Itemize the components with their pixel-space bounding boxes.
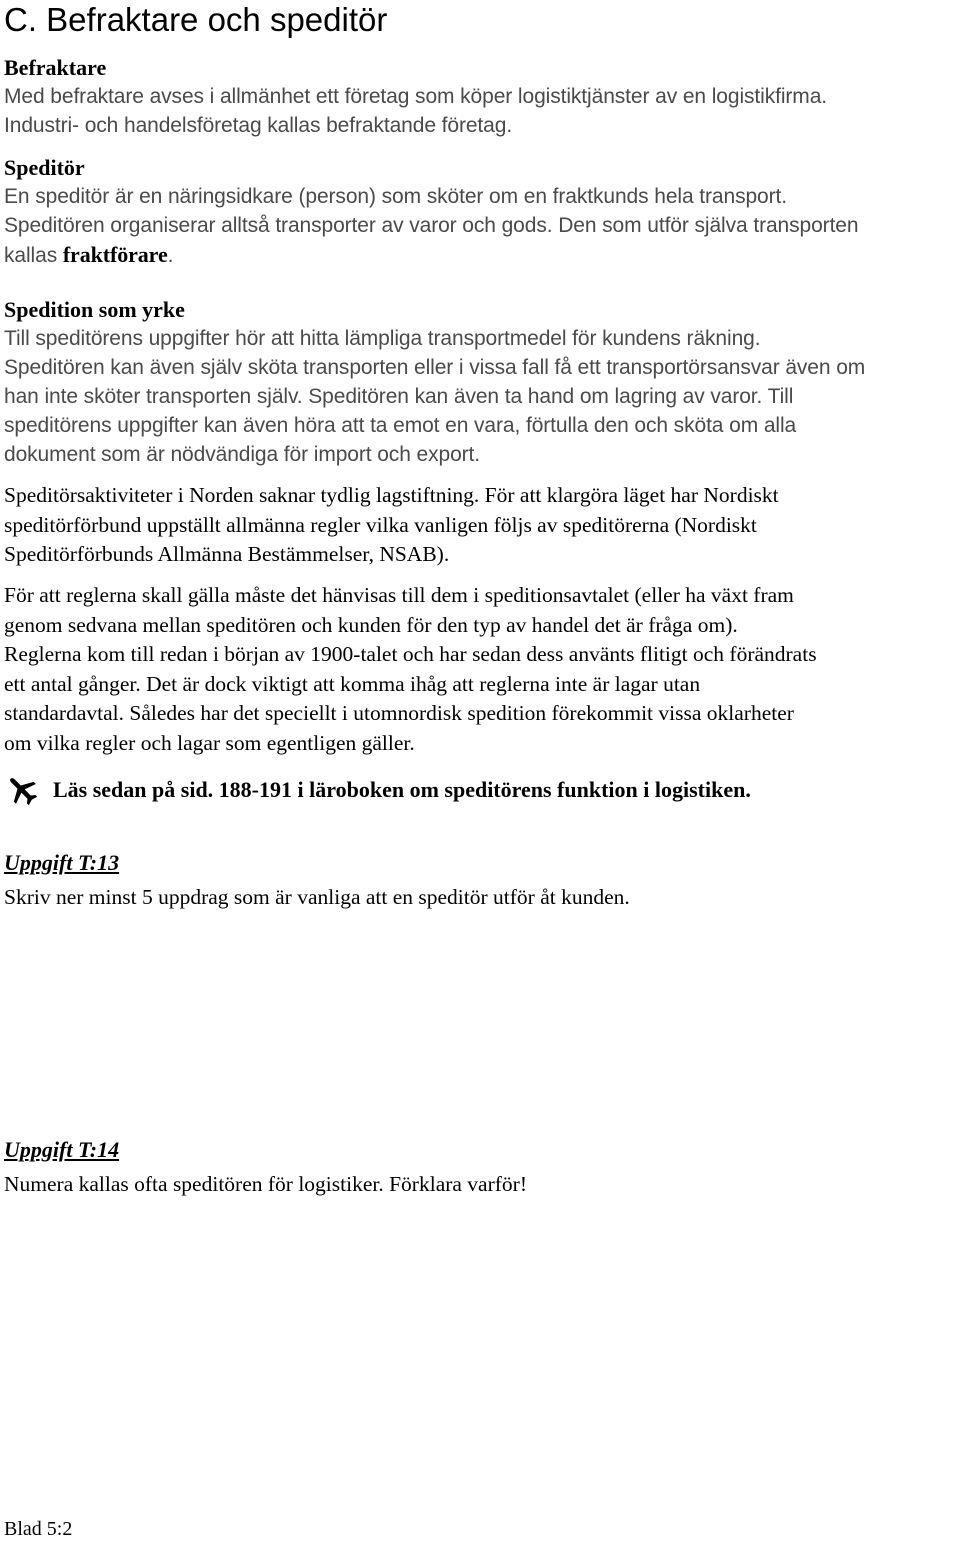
text-line: dokument som är nödvändiga för import och export. [4, 443, 481, 466]
text-line: ett antal gånger. Det är dock viktigt att komma ihåg att reglerna inte är lagar utan [4, 671, 701, 696]
paragraph-nsab [4, 481, 960, 570]
text-line: För att reglerna skall gälla måste det hänvisas till dem i speditionsavtalet (eller ha växt fram [4, 583, 794, 607]
paragraph-regler [4, 581, 960, 758]
text-prefix: kallas [4, 244, 63, 267]
text-line: Speditörsaktiviteter i Norden saknar tydlig lagstiftning. För att klargöra läget har Nordiskt [4, 483, 779, 507]
text-line: Till speditörens uppgifter hör att hitta lämpliga transportmedel för kundens räkning. [4, 327, 761, 350]
section-heading-spedition: Spedition som yrke [4, 297, 185, 322]
section-speditor [4, 153, 960, 270]
reading-note-text: Läs sedan på sid. 188-191 i läroboken om speditörens funktion i logistiken. [53, 777, 751, 802]
task-14-text: Numera kallas ofta speditören för logistiker. Förklara varför! [4, 1172, 527, 1196]
text-line: standardavtal. Således har det speciellt i utomnordisk spedition förekommit vissa oklarheter [4, 701, 794, 725]
section-heading-befraktare: Befraktare [4, 55, 107, 80]
text-line: speditörens uppgifter kan även höra att ta emot en vara, förtulla den och sköta om alla [4, 414, 797, 437]
text-line: om vilka regler och lagar som egentligen gäller. [4, 730, 415, 755]
text-line: Speditören organiserar alltså transporter av varor och gods. Den som utför själva transporten [4, 214, 859, 237]
text-line: Industri- och handelsföretag kallas befraktande företag. [4, 114, 513, 137]
text-line [4, 240, 960, 270]
task-13-text: Skriv ner minst 5 uppdrag som är vanliga att en speditör utför åt kunden. [4, 885, 630, 909]
airplane-icon [4, 772, 40, 808]
page-title: C. Befraktare och speditör [4, 1, 388, 38]
reading-note [4, 772, 751, 808]
text-line: speditörförbund uppställt allmänna regler vilka vanligen följs av speditörerna (Nordiskt [4, 512, 757, 537]
text-line: Speditörförbunds Allmänna Bestämmelser, NSAB). [4, 542, 450, 566]
text-line: En speditör är en näringsidkare (person) som sköter om en fraktkunds hela transport. [4, 185, 787, 208]
text-line: han inte sköter transporten själv. Speditören kan även ta hand om lagring av varor. Till [4, 385, 794, 408]
page-footer: Blad 5:2 [4, 1518, 73, 1540]
section-heading-speditor: Speditör [4, 155, 85, 180]
task-14-title: Uppgift T:14 [4, 1137, 120, 1162]
text-suffix: . [167, 244, 174, 267]
section-spedition [4, 295, 960, 469]
text-line: Med befraktare avses i allmänhet ett företag som köper logistiktjänster av en logistikfirma. [4, 85, 828, 108]
text-line: Reglerna kom till redan i början av 1900-talet och har sedan dess använts flitigt och förändrats [4, 642, 817, 666]
text-line: Speditören kan även själv sköta transporten eller i vissa fall få ett transportörsansvar även om [4, 356, 866, 379]
text-line: genom sedvana mellan speditören och kunden för den typ av handel det är fråga om). [4, 612, 738, 637]
task-13 [4, 848, 960, 912]
term-fraktforare: fraktförare [62, 242, 168, 267]
task-13-title: Uppgift T:13 [4, 850, 120, 875]
task-14 [4, 1135, 960, 1199]
section-befraktare [4, 53, 960, 140]
